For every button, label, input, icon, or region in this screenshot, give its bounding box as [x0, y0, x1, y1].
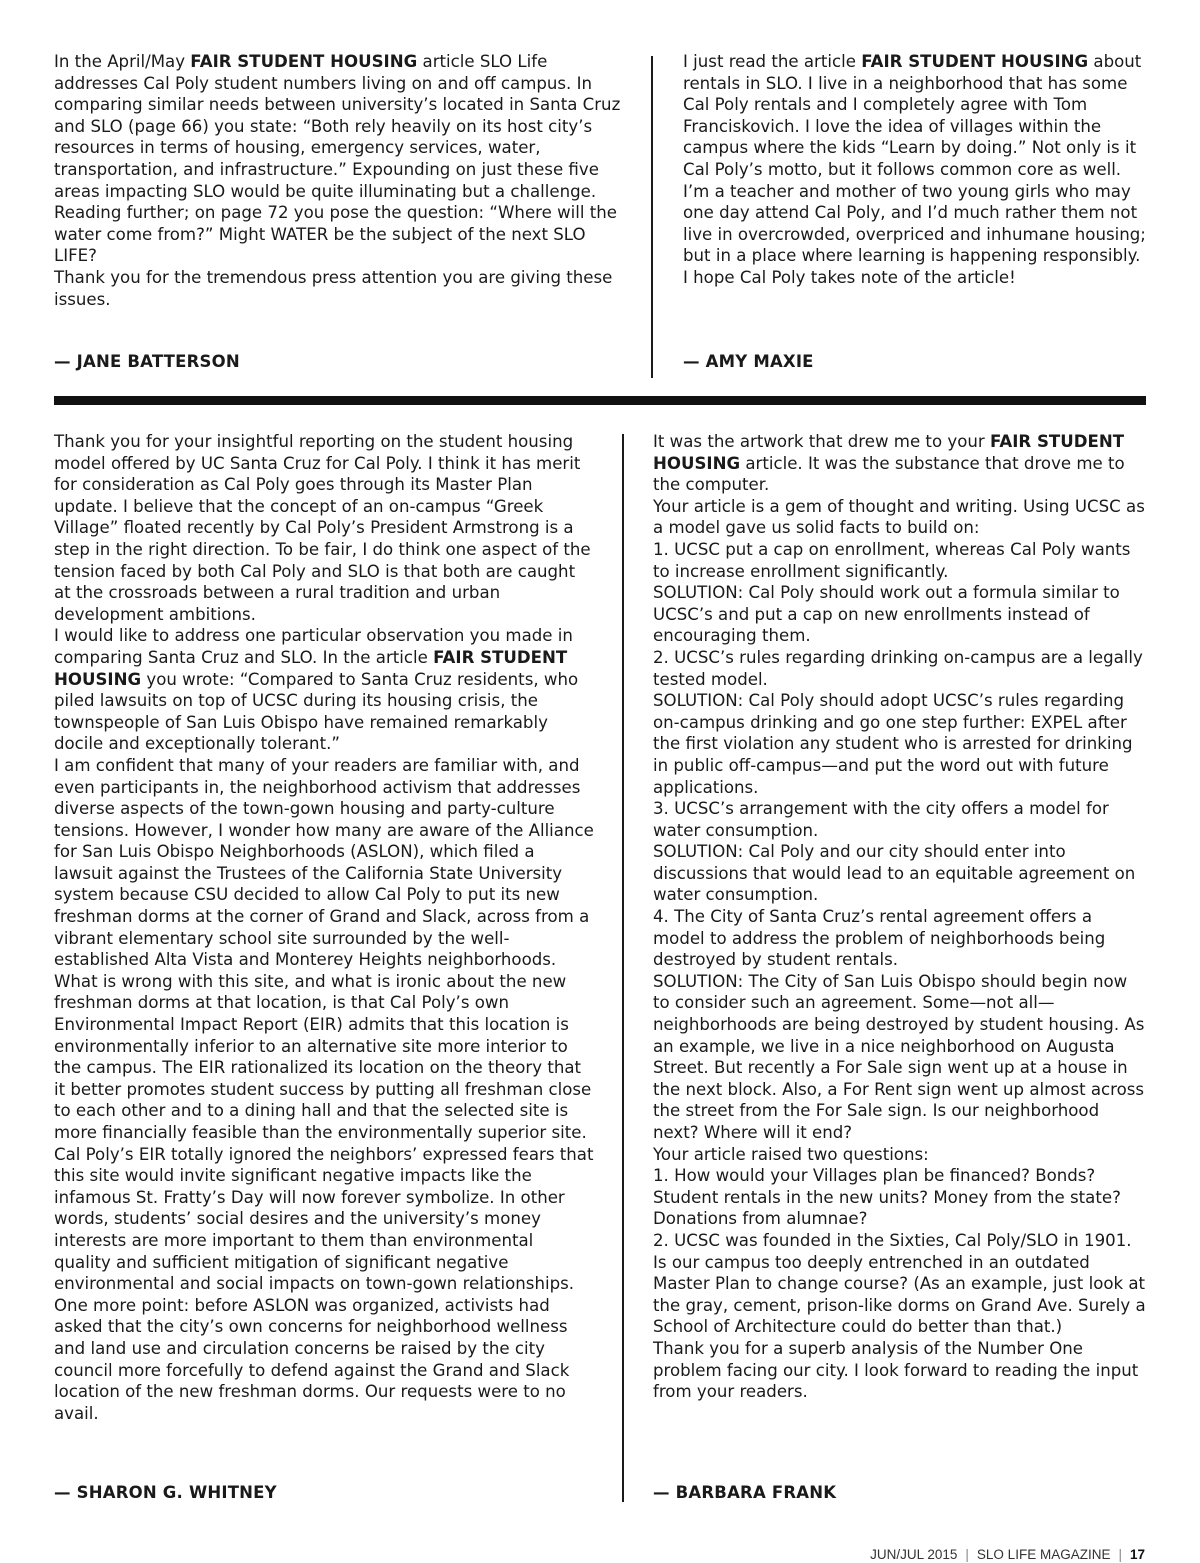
- page-number: 17: [1129, 1547, 1145, 1562]
- letter-paragraph: Your article is a gem of thought and writing. Using UCSC as a model gave us solid facts to build on:: [653, 496, 1145, 538]
- signature: — SHARON G. WHITNEY: [54, 1483, 277, 1502]
- signature: — AMY MAXIE: [683, 352, 814, 371]
- letter-body: In the April/May FAIR STUDENT HOUSING article SLO Life addresses Cal Poly student numbers living on and off campus. In comparing similar needs between university’s located in Santa Cruz and SLO (page 66) you state: “Both rely heavily on its host city’s resources in terms of housing, emergency services, water, transportation, and infrastructure.” Expounding on just these five areas impacting SLO would be quite illuminating but a challenge. Reading further; on page 72 you pose the question: “Where will the water come from?” Might WATER be the subject of the next SLO LIFE?: [54, 52, 621, 266]
- letter-paragraph: SOLUTION: The City of San Luis Obispo should begin now to consider such an agreement. Some—not all—neighborhoods are being destroyed by student housing. As an example, we live in a nice neighborhood on Augusta Street. But recently a For Sale sign went up at a house in the next block. Also, a For Rent sign went up almost across the street from the For Sale sign. Is our neighborhood next? Where will it end?: [653, 971, 1145, 1142]
- letter-closing: Thank you for the tremendous press attention you are giving these issues.: [54, 267, 613, 309]
- letter-paragraph: SOLUTION: Cal Poly and our city should enter into discussions that would lead to an equitable agreement on water consumption.: [653, 842, 1136, 905]
- article-title: FAIR STUDENT HOUSING: [861, 52, 1089, 71]
- letter-paragraph: 2. UCSC’s rules regarding drinking on-campus are a legally tested model.: [653, 647, 1143, 689]
- letter-paragraph: It was the artwork that drew me to your FAIR STUDENT HOUSING article. It was the substance that drove me to the computer.: [653, 432, 1125, 495]
- letter-barbara-frank: [653, 431, 1146, 1403]
- magazine-name: SLO LIFE MAGAZINE: [976, 1547, 1111, 1562]
- signature: — JANE BATTERSON: [54, 352, 240, 371]
- letter-paragraph: Thank you for a superb analysis of the Number One problem facing our city. I look forward to reading the input from your readers.: [653, 1338, 1139, 1402]
- article-title: FAIR STUDENT HOUSING: [190, 52, 418, 71]
- letter-paragraph: 1. How would your Villages plan be financed? Bonds? Student rentals in the new units? Money from the state? Donations from alumnae?: [653, 1166, 1121, 1229]
- letter-paragraph: I am confident that many of your readers are familiar with, and even participants in, the neighborhood activism that addresses diverse aspects of the town-gown housing and party-culture tensions. However, I wonder how many are aware of the Alliance for San Luis Obispo Neighborhoods (ASLON), which filed a lawsuit against the Trustees of the California State University system because CSU decided to allow Cal Poly to put its new freshman dorms at the corner of Grand and Slack, across from a vibrant elementary school site surrounded by the well-established Alta Vista and Monterey Heights neighborhoods.: [54, 755, 594, 970]
- letter-jane-batterson: [54, 51, 626, 310]
- article-title: FAIR STUDENT HOUSING: [54, 647, 568, 689]
- letter-amy-maxie: [683, 51, 1146, 289]
- letter-sharon-whitney: [54, 431, 594, 1424]
- letter-paragraph: Your article raised two questions:: [653, 1144, 929, 1164]
- letter-paragraph: What is wrong with this site, and what is ironic about the new freshman dorms at that location, is that Cal Poly’s own Environmental Impact Report (EIR) admits that this location is environmentally inferior to an alternative site more interior to the campus. The EIR rationalized its location on the theory that it better promotes student success by putting all freshman close to each other and to a dining hall and that the selected site is more financially feasible than the environmentally superior site. Cal Poly’s EIR totally ignored the neighbors’ expressed fears that this site would invite significant negative impacts like the infamous St. Fratty’s Day will now forever symbolize. In other words, students’ social desires and the university’s money interests are more important to them than environmental quality and sufficient mitigation of significant negative environmental and social impacts on town-gown relationships.: [54, 971, 594, 1294]
- letter-paragraph: I would like to address one particular observation you made in comparing Santa Cruz and SLO. In the article FAIR STUDENT HOUSING you wrote: “Compared to Santa Cruz residents, who piled lawsuits on top of UCSC during its housing crisis, the townspeople of San Luis Obispo have remained remarkably docile and exceptionally tolerant.”: [54, 626, 579, 754]
- section-divider: [54, 396, 1146, 405]
- letter-body: I just read the article FAIR STUDENT HOUSING about rentals in SLO. I live in a neighborhood that has some Cal Poly rentals and I completely agree with Tom Franciskovich. I love the idea of villages within the campus where the kids “Learn by doing.” Not only is it Cal Poly’s motto, but it follows common core as well. I’m a teacher and mother of two young girls who may one day attend Cal Poly, and I’d much rather them not live in overcrowded, overpriced and inhumane housing; but in a place where learning is happening responsibly. I hope Cal Poly takes note of the article!: [683, 52, 1146, 287]
- letter-paragraph: 1. UCSC put a cap on enrollment, whereas Cal Poly wants to increase enrollment significantly.: [653, 539, 1131, 581]
- column-divider: [651, 56, 653, 378]
- signature: — BARBARA FRANK: [653, 1483, 837, 1502]
- column-divider: [622, 434, 624, 1502]
- footer-separator: |: [1118, 1547, 1122, 1562]
- letter-paragraph: SOLUTION: Cal Poly should work out a formula similar to UCSC’s and put a cap on new enrollments instead of encouraging them.: [653, 583, 1120, 646]
- footer-separator: |: [965, 1547, 969, 1562]
- letter-paragraph: 4. The City of Santa Cruz’s rental agreement offers a model to address the problem of neighborhoods being destroyed by student rentals.: [653, 907, 1106, 970]
- letter-paragraph: Thank you for your insightful reporting on the student housing model offered by UC Santa Cruz for Cal Poly. I think it has merit for consideration as Cal Poly goes through its Master Plan update. I believe that the concept of an on-campus “Greek Village” floated recently by Cal Poly’s President Armstrong is a step in the right direction. To be fair, I do think one aspect of the tension faced by both Cal Poly and SLO is that both are caught at the crossroads between a rural tradition and urban development ambitions.: [54, 432, 591, 624]
- page-footer: [870, 1547, 1145, 1563]
- letter-paragraph: 3. UCSC’s arrangement with the city offers a model for water consumption.: [653, 799, 1109, 840]
- letter-paragraph: SOLUTION: Cal Poly should adopt UCSC’s rules regarding on-campus drinking and go one step further: EXPEL after the first violation any student who is arrested for drinking in public off-campus—and put the word out with future applications.: [653, 691, 1133, 797]
- letter-paragraph: 2. UCSC was founded in the Sixties, Cal Poly/SLO in 1901. Is our campus too deeply entrenched in an outdated Master Plan to change course? (As an example, just look at the gray, cement, prison-like dorms on Grand Ave. Surely a School of Architecture could do better than that.): [653, 1230, 1146, 1337]
- issue-date: JUN/JUL 2015: [870, 1547, 958, 1562]
- article-title: FAIR STUDENT HOUSING: [653, 432, 1125, 473]
- letter-paragraph: One more point: before ASLON was organized, activists had asked that the city’s own concerns for neighborhood wellness and land use and circulation concerns be raised by the city council more forcefully to defend against the Grand and Slack location of the new freshman dorms. Our requests were to no avail.: [54, 1295, 570, 1423]
